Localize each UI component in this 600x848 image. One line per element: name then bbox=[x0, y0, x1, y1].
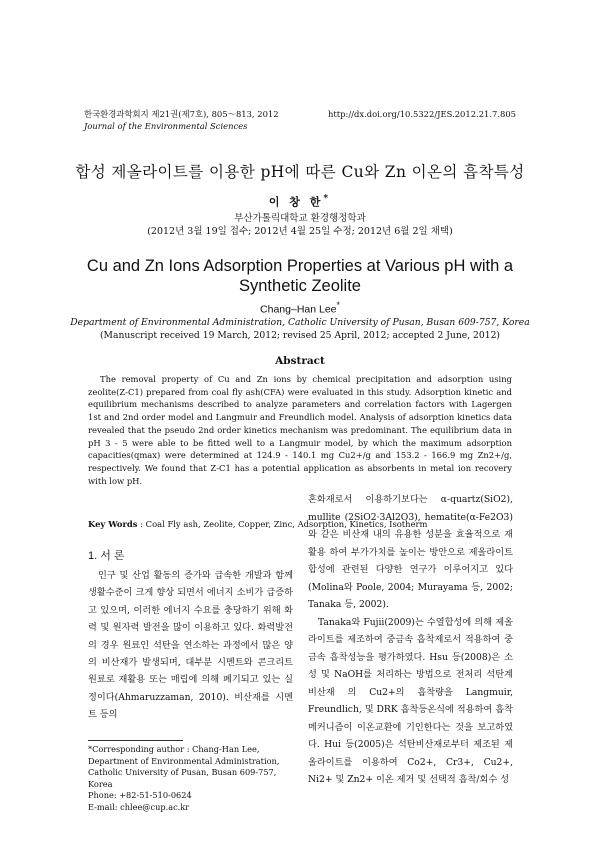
left-column bbox=[88, 567, 293, 724]
english-title-line2: Synthetic Zeolite bbox=[239, 277, 361, 295]
abstract-heading: Abstract bbox=[275, 355, 325, 367]
english-author-name: Chang–Han Lee bbox=[260, 303, 337, 316]
english-affiliation: Department of Environmental Administration, Catholic University of Pusan, Busan 609-757, Korea bbox=[70, 317, 530, 328]
keywords-text: : Coal Fly ash, Zeolite, Copper, Zinc, Adsorption, Kinetics, Isotherm bbox=[140, 519, 428, 529]
intro-paragraph-left: 인구 및 산업 활동의 증가와 급속한 개발과 함께 생활수준이 크게 향상 되면서 에너지 소비가 급증하고 있으며, 이러한 에너지 수요를 충당하기 위해 화력 및 원자력 발전을 많이 이용하고 있다. 화력발전의 경우 원료인 석탄을 연소하는 과정에서 많은 양의 비산재가 발생되며, 대부분 시멘트와 콘크리트 원료로 재활용 또는 매립에 의해 폐기되고 있는 실정이다(Ahmaruzzaman, 2010). 비산재를 시멘트 등의 bbox=[88, 570, 293, 721]
author-mark: * bbox=[336, 300, 340, 310]
email[interactable]: E-mail: chlee@cup.ac.kr bbox=[88, 801, 190, 812]
footnote bbox=[88, 744, 296, 814]
english-author bbox=[60, 300, 540, 316]
korean-affiliation: 부산가톨릭대학교 환경행정학과 bbox=[234, 213, 366, 224]
korean-title: 합성 제올라이트를 이용한 pH에 따른 Cu와 Zn 이온의 흡착특성 bbox=[75, 163, 525, 181]
abstract-body: The removal property of Cu and Zn ions by chemical precipitation and adsorption using zeolite(Z-C1) prepared from coal fly ash(CFA) were evaluated in this study. Adsorption kinetic and equilibrium mechanisms described to analyze parameters and correlation factors with Lagergen 1st and 2nd order model and Langmuir and Freundlich model. Analysis of adsorption kinetics data revealed that the pseudo 2nd order kinetics mechanism was predominant. The equilibrium data in pH 3 - 5 were able to be fitted well to a Langmuir model, by which the maximum adsorption capacities(qmax) were determined at 124.9 - 140.1 mg Cu2+/g and 153.2 - 166.9 mg Zn2+/g, respectively. We found that Z-C1 has a potential application as absorbents in metal ion recovery with low pH. bbox=[88, 374, 512, 486]
journal-header bbox=[84, 109, 279, 132]
korean-dates: (2012년 3월 19일 접수; 2012년 4월 25일 수정; 2012년 6월 2일 채택) bbox=[147, 226, 453, 237]
phone: Phone: +82-51-510-0624 bbox=[88, 790, 192, 801]
english-dates: (Manuscript received 19 March, 2012; revised 25 April, 2012; accepted 2 June, 2012) bbox=[99, 330, 501, 341]
english-title-line1: Cu and Zn Ions Adsorption Properties at Various pH with a bbox=[86, 257, 514, 275]
english-title bbox=[60, 256, 540, 296]
footnote-divider bbox=[88, 740, 183, 741]
korean-author bbox=[60, 193, 540, 210]
journal-citation-ko: 한국환경과학회지 제21권(제7호), 805～813, 2012 bbox=[84, 109, 279, 119]
intro-paragraph-right-1: 혼화재로서 이용하기보다는 α-quartz(SiO2), mullite (2SiO2·3Al2O3), hematite(α-Fe2O3)와 같은 비산재 내의 유용한 성분을 효율적으로 재활용 하여 부가가치를 높이는 방안으로 제올라이트 합성에 관련된 다양한 연구가 이루어지고 있다(Molina와 Poole, 2004; Murayama 등, 2002; Tanaka 등, 2002). bbox=[308, 494, 513, 610]
corresponding-author: *Corresponding author : Chang-Han Lee, Department of Environmental Administration, Catholic University of Pusan, Busan 609-757, Korea bbox=[88, 744, 280, 789]
author-mark: * bbox=[323, 193, 332, 204]
intro-paragraph-right-2: Tanaka와 Fujii(2009)는 수열합성에 의해 제올라이트를 제조하여 중금속 흡착제로서 적용하여 중금속 흡착성능을 평가하였다. Hsu 등(2008)은 소성 및 NaOH를 처리하는 방법으로 전처리 석탄계 비산재 의 Cu2+의 흡착량을 Langmuir, Freundlich, 및 DRK 흡착등온식에 적용하여 흡착 메커니즘이 이온교환에 기인한다는 것을 보고하였다. Hui 등(2005)은 석탄비산재로부터 제조된 제올라이트를 이용하여 Co2+, Cr3+, Cu2+, Ni2+ 및 Zn2+ 이온 제거 및 선택적 흡착/회수 성 bbox=[308, 616, 513, 785]
journal-name-en: Journal of the Environmental Sciences bbox=[84, 120, 248, 131]
doi-link[interactable]: http://dx.doi.org/10.5322/JES.2012.21.7.805 bbox=[328, 109, 516, 119]
section-heading: 1. 서 론 bbox=[88, 550, 125, 562]
right-column bbox=[308, 491, 513, 789]
korean-author-name: 이 창 한 bbox=[268, 195, 324, 209]
keywords-label: Key Words bbox=[88, 519, 138, 529]
